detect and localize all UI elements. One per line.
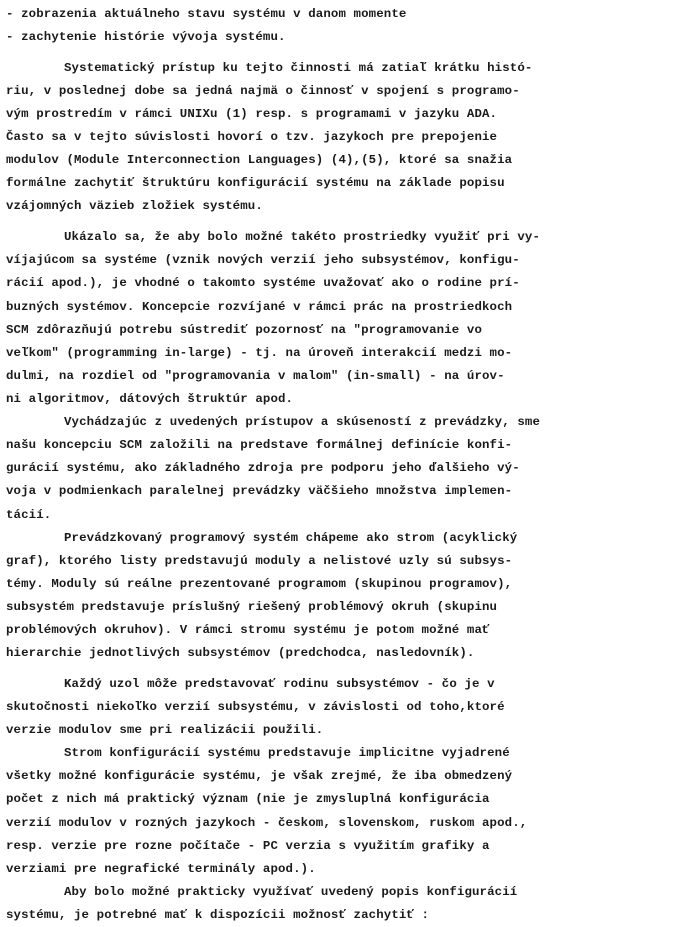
text-line: Strom konfigurácií systému predstavuje implicitne vyjadrené [64, 746, 510, 761]
text-line: - zachytenie histórie vývoja systému. [6, 30, 286, 45]
text-line: víjajúcom sa systéme (vznik nových verzií jeho subsystémov, konfigu- [6, 253, 520, 268]
text-line: voja v podmienkach paralelnej prevádzky väčšieho množstva implemen- [6, 484, 513, 499]
text-line: Aby bolo možné prakticky využívať uvedený popis konfigurácií [64, 884, 518, 899]
text-line: riu, v poslednej dobe sa jedná najmä o činnosť v spojení s programo- [6, 83, 520, 98]
text-line: SCM zdôrazňujú potrebu sústrediť pozornosť na "programovanie vo [6, 322, 483, 337]
text-line: - zobrazenia aktuálneho stavu systému v danom momente [6, 6, 407, 21]
text-line: počet z nich má praktický význam (nie je zmysluplná konfigurácia [6, 792, 490, 807]
text-line: graf), ktorého listy predstavujú moduly a nelistové uzly sú subsys- [6, 553, 513, 568]
text-line: našu koncepciu SCM založili na predstave formálnej definície konfi- [6, 438, 513, 453]
text-line: hierarchie jednotlivých subsystémov (predchodca, nasledovník). [6, 646, 475, 661]
text-line: ni algoritmov, dátových štruktúr apod. [6, 392, 294, 406]
text-line: Systematický prístup ku tejto činnosti má zatiaľ krátku histó- [64, 60, 533, 75]
text-line: skutočnosti niekoľko verzií subsystému, v závislosti od toho,ktoré [6, 700, 505, 715]
text-line: problémových okruhov). V rámci stromu systému je potom možné mať [6, 623, 490, 638]
text-line: modulov (Module Interconnection Languages) (4),(5), ktoré sa snažia [6, 153, 513, 168]
text-line: Každý uzol môže predstavovať rodinu subsystémov - čo je v [64, 676, 495, 691]
text-line: dulmi, na rozdiel od "programovania v malom" (in-small) - na úrov- [6, 368, 505, 383]
text-line: gurácií systému, ako základného zdroja pre podporu jeho ďalšieho vý- [6, 461, 520, 476]
text-line: systému, je potrebné mať k dispozícii možnosť zachytiť : [6, 908, 430, 922]
text-line: Často sa v tejto súvislosti hovorí o tzv. jazykoch pre prepojenie [6, 130, 498, 145]
text-line: veľkom" (programming in-large) - tj. na úroveň interakcií medzi mo- [6, 345, 513, 360]
text-line: Vychádzajúc z uvedených prístupov a skúseností z prevádzky, sme [64, 415, 541, 430]
text-line: vzájomných väzieb zložiek systému. [6, 199, 263, 214]
text-line: témy. Moduly sú reálne prezentované programom (skupinou programov), [6, 576, 513, 591]
text-line: Ukázalo sa, že aby bolo možné takéto prostriedky využiť pri vy- [64, 230, 541, 245]
text-line: tácií. [6, 507, 52, 522]
text-line: všetky možné konfigurácie systému, je však zrejmé, že iba obmedzený [6, 769, 513, 784]
text-line: verzie modulov sme pri realizácii použili. [6, 723, 324, 738]
text-line: resp. verzie pre rozne počítače - PC verzia s využitím grafiky a [6, 838, 490, 853]
text-line: subsystém predstavuje príslušný riešený problémový okruh (skupinu [6, 599, 498, 614]
text-line: formálne zachytiť štruktúru konfigurácií systému na základe popisu [6, 176, 505, 191]
text-line: verziami pre negrafické terminály apod.). [6, 861, 316, 876]
text-line: Prevádzkovaný programový systém chápeme ako strom (acyklický [64, 530, 518, 545]
text-line: rácií apod.), je vhodné o takomto systéme uvažovať ako o rodine prí- [6, 276, 520, 291]
text-line: vým prostredím v rámci UNIXu (1) resp. s programami v jazyku ADA. [6, 107, 498, 122]
text-line: buzných systémov. Koncepcie rozvíjané v rámci prác na prostriedkoch [6, 299, 513, 314]
text-line: verzií modulov v rozných jazykoch - českom, slovenskom, ruskom apod., [6, 815, 528, 830]
